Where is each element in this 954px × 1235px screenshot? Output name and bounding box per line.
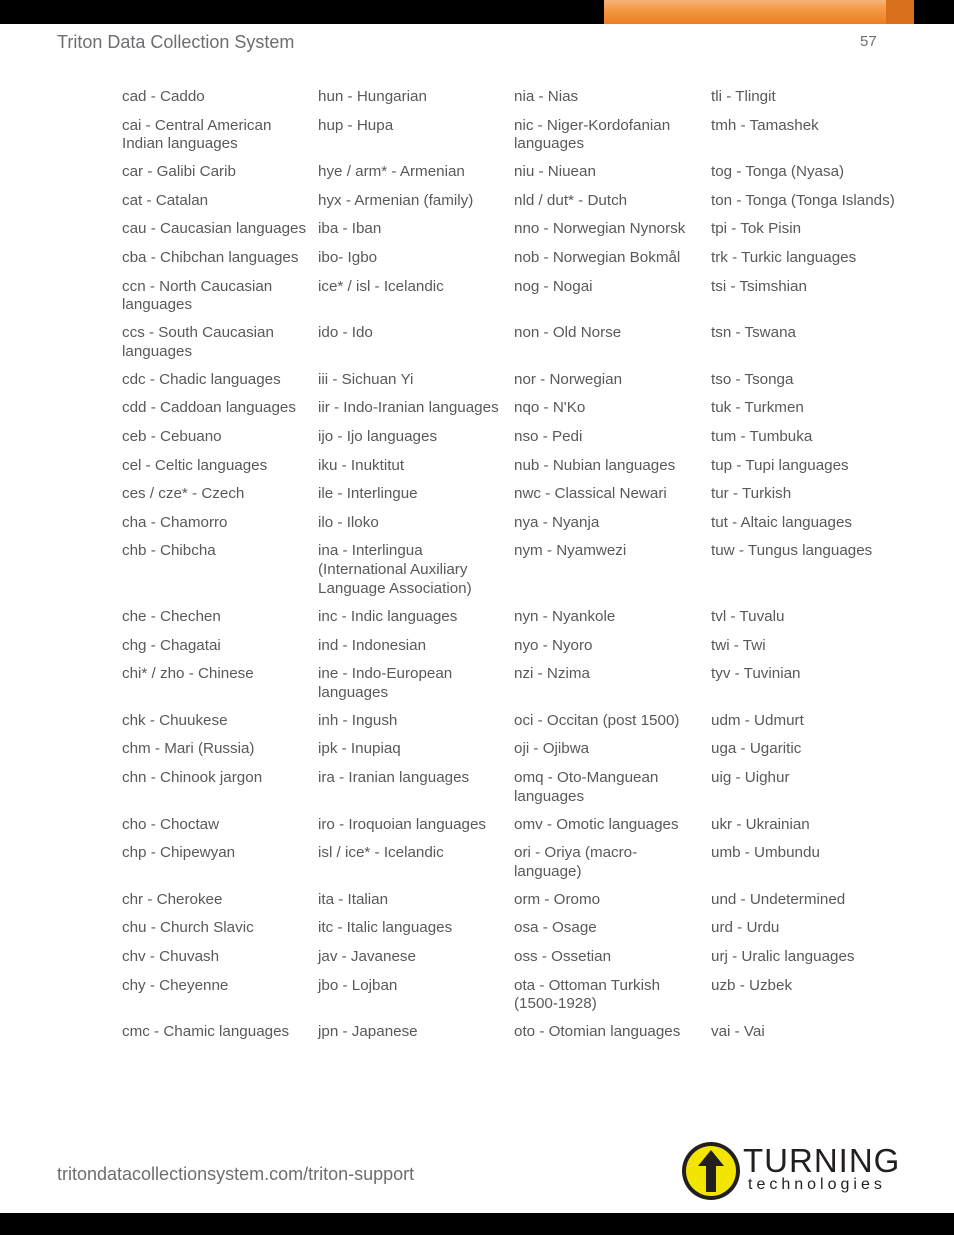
language-entry: urd - Urdu: [711, 919, 780, 937]
language-entry: ira - Iranian languages: [318, 769, 470, 786]
language-entry: tum - Tumbuka: [711, 428, 813, 445]
language-entry: nzi - Nzima: [514, 665, 590, 683]
language-entry: isl / ice* - Icelandic: [318, 844, 444, 862]
language-entry: car - Galibi Carib: [122, 163, 236, 181]
language-entry: cha - Chamorro: [122, 513, 228, 531]
language-entry: chk - Chuukese: [122, 711, 228, 729]
language-entry: tso - Tsonga: [711, 370, 794, 388]
language-entry: tur - Turkish: [711, 485, 792, 503]
language-entry: cat - Catalan: [122, 191, 209, 209]
language-entry: tsi - Tsimshian: [711, 277, 807, 295]
language-entry: chv - Chuvash: [122, 948, 220, 965]
language-entry: tli - Tlingit: [711, 88, 776, 105]
language-entry: tuw - Tungus languages: [711, 542, 873, 560]
language-entry: ido - Ido: [318, 324, 373, 342]
language-entry: oji - Ojibwa: [514, 740, 590, 758]
language-entry: uig - Uighur: [711, 769, 790, 786]
language-entry: nqo - N'Ko: [514, 399, 586, 417]
language-entry: iir - Indo-Iranian languages: [318, 399, 499, 417]
language-entry: nld / dut* - Dutch: [514, 191, 628, 209]
language-entry: vai - Vai: [711, 1023, 765, 1041]
logo-word: TURNING: [743, 1142, 901, 1179]
language-entry: hup - Hupa: [318, 116, 394, 134]
page-number: 57: [860, 33, 877, 50]
language-entry: chg - Chagatai: [122, 636, 221, 654]
language-entry: nym - Nyamwezi: [514, 542, 627, 560]
language-entry: cho - Choctaw: [122, 815, 220, 833]
language-entry: tup - Tupi languages: [711, 456, 849, 474]
language-entry: cmc - Chamic languages: [122, 1023, 290, 1041]
turning-technologies-logo: [680, 1140, 912, 1202]
language-entry: hye / arm* - Armenian: [318, 163, 465, 181]
language-entry: umb - Umbundu: [711, 844, 820, 862]
language-entry: iku - Inuktitut: [318, 456, 405, 474]
language-entry: ine - Indo-European languages: [318, 665, 453, 701]
language-entry: ceb - Cebuano: [122, 428, 222, 445]
language-entry: nso - Pedi: [514, 428, 583, 445]
language-entry: cai - Central American Indian languages: [122, 116, 272, 153]
language-entry: jav - Javanese: [318, 948, 416, 965]
language-entry: non - Old Norse: [514, 324, 622, 342]
language-entry: chu - Church Slavic: [122, 919, 254, 937]
language-entry: ton - Tonga (Tonga Islands): [711, 191, 895, 209]
language-entry: ibo- Igbo: [318, 249, 378, 266]
language-entry: jbo - Lojban: [318, 976, 398, 994]
language-entry: chn - Chinook jargon: [122, 769, 263, 786]
language-entry: tvl - Tuvalu: [711, 608, 785, 625]
language-entry: cau - Caucasian languages: [122, 220, 307, 238]
language-entry: nyo - Nyoro: [514, 636, 593, 654]
language-entry: che - Chechen: [122, 608, 221, 625]
language-entry: cdd - Caddoan languages: [122, 399, 296, 417]
language-entry: ina - Interlingua (International Auxiliary Language Association): [318, 542, 472, 597]
language-entry: ile - Interlingue: [318, 485, 418, 503]
language-entry: cad - Caddo: [122, 88, 205, 105]
language-entry: jpn - Japanese: [318, 1023, 418, 1041]
language-entry: ilo - Iloko: [318, 513, 379, 531]
language-entry: ipk - Inupiaq: [318, 740, 401, 758]
language-entry: orm - Oromo: [514, 890, 601, 908]
language-entry: nob - Norwegian Bokmål: [514, 249, 681, 266]
language-entry: ind - Indonesian: [318, 636, 427, 654]
language-entry: nwc - Classical Newari: [514, 485, 667, 503]
language-entry: chy - Cheyenne: [122, 976, 229, 994]
language-entry: inh - Ingush: [318, 711, 398, 729]
language-entry: osa - Osage: [514, 919, 597, 937]
language-entry: ita - Italian: [318, 890, 389, 908]
language-entry: omv - Omotic languages: [514, 815, 679, 833]
language-entry: tuk - Turkmen: [711, 399, 804, 417]
language-entry: uga - Ugaritic: [711, 740, 802, 758]
language-entry: hun - Hungarian: [318, 88, 427, 105]
language-entry: niu - Niuean: [514, 163, 596, 181]
language-entry: chr - Cherokee: [122, 890, 223, 908]
language-entry: nic - Niger-Kordofanian languages: [514, 116, 671, 153]
logo-arrow-icon: [680, 1140, 742, 1202]
language-entry: chb - Chibcha: [122, 542, 216, 560]
language-entry: trk - Turkic languages: [711, 249, 857, 266]
language-entry: tmh - Tamashek: [711, 116, 819, 134]
language-entry: ota - Ottoman Turkish (1500-1928): [514, 976, 661, 1013]
language-entry: oss - Ossetian: [514, 948, 612, 965]
language-entry: ccn - North Caucasian languages: [122, 277, 273, 314]
language-entry: nog - Nogai: [514, 277, 593, 295]
language-entry: tyv - Tuvinian: [711, 665, 801, 683]
language-entry: nub - Nubian languages: [514, 456, 676, 474]
language-entry: chi* / zho - Chinese: [122, 665, 254, 683]
language-entry: nyn - Nyankole: [514, 608, 616, 625]
language-entry: itc - Italic languages: [318, 919, 453, 937]
language-entry: oto - Otomian languages: [514, 1023, 681, 1041]
language-entry: tpi - Tok Pisin: [711, 220, 802, 238]
language-entry: ijo - Ijo languages: [318, 428, 438, 445]
language-entry: ukr - Ukrainian: [711, 815, 810, 833]
language-entry: twi - Twi: [711, 636, 766, 654]
language-entry: ccs - South Caucasian languages: [122, 324, 274, 360]
top-bar: [0, 0, 954, 24]
language-entry: oci - Occitan (post 1500): [514, 711, 680, 729]
language-entry: iba - Iban: [318, 220, 382, 238]
language-entry: chm - Mari (Russia): [122, 740, 255, 758]
language-entry: omq - Oto-Manguean languages: [514, 769, 659, 805]
language-entry: chp - Chipewyan: [122, 844, 236, 862]
language-entry: uzb - Uzbek: [711, 976, 793, 994]
language-entry: tog - Tonga (Nyasa): [711, 163, 845, 181]
language-entry: udm - Udmurt: [711, 711, 804, 729]
language-entry: nia - Nias: [514, 88, 579, 105]
language-entry: tsn - Tswana: [711, 324, 796, 342]
language-entry: nor - Norwegian: [514, 370, 623, 388]
language-entry: ice* / isl - Icelandic: [318, 277, 444, 295]
language-entry: iro - Iroquoian languages: [318, 815, 487, 833]
document-title: Triton Data Collection System: [57, 32, 295, 52]
language-entry: inc - Indic languages: [318, 608, 458, 625]
language-entry: ori - Oriya (macro-language): [514, 844, 638, 880]
language-entry: cel - Celtic languages: [122, 456, 268, 474]
footer-support-url[interactable]: tritondatacollectionsystem.com/triton-support: [57, 1164, 415, 1184]
logo-subtitle: technologies: [748, 1176, 886, 1193]
language-entry: und - Undetermined: [711, 890, 846, 908]
top-bar-accent-dark: [886, 0, 914, 24]
language-entry: cba - Chibchan languages: [122, 249, 299, 266]
language-entry: iii - Sichuan Yi: [318, 370, 414, 388]
bottom-bar: [0, 1213, 954, 1235]
top-bar-accent: [604, 0, 914, 24]
language-entry: nno - Norwegian Nynorsk: [514, 220, 686, 238]
language-entry: ces / cze* - Czech: [122, 485, 245, 503]
language-entry: tut - Altaic languages: [711, 513, 852, 531]
language-entry: urj - Uralic languages: [711, 948, 855, 965]
language-entry: nya - Nyanja: [514, 513, 600, 531]
language-entry: cdc - Chadic languages: [122, 370, 281, 388]
language-entry: hyx - Armenian (family): [318, 191, 474, 209]
